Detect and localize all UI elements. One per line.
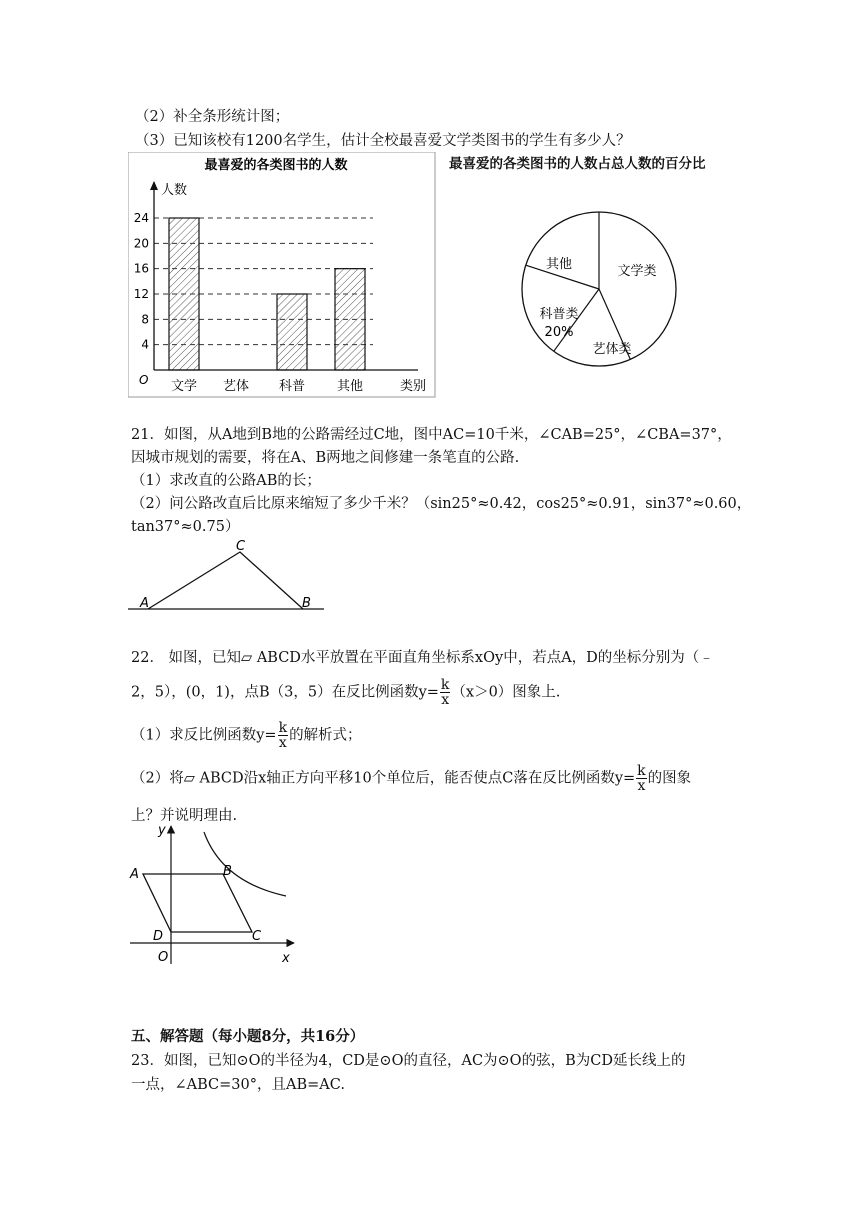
pie-chart [515,210,685,370]
q22-part1-a: （1）求反比例函数y= [131,727,277,744]
q22-part2c: 上？并说明理由. [131,808,238,824]
frac-denominator: x [637,778,646,794]
q22-part2-b: 的图象 [647,770,692,787]
q22-part1-b: 的解析式； [289,727,362,744]
q21-path-acb [148,552,303,609]
section5-title: 五、解答题（每小题8分，共16分） [131,1028,365,1045]
parallelogram-abcd [143,874,252,932]
bar-3 [335,269,365,370]
q21-line1: 21．如图，从A地到B地的公路需经过C地，图中AC=10千米，∠CAB=25°，∠CBA=37°， [131,427,732,443]
x-category-label: 其他 [336,379,364,394]
frac-numerator: k [440,677,450,693]
q21-part2b: tan37°≈0.75） [131,519,240,535]
q22-label-c: C [252,929,262,944]
q22-figure [126,822,306,970]
y-tick-label: 8 [141,312,149,327]
pie-slice-label: 其他 [545,257,573,272]
q22-part2 [131,764,691,793]
q23-line1: 23．如图，已知⊙O的半径为4，CD是⊙O的直径，AC为⊙O的弦，B为CD延长线上的 [131,1053,686,1069]
q21-part2: （2）问公路改直后比原来缩短了多少千米？（sin25°≈0.42，cos25°≈0.91，sin37°≈0.60， [131,496,752,512]
x-category-label: 科普 [278,379,306,394]
fraction-k-over-x [440,678,450,707]
y-tick-label: 24 [133,211,149,225]
q22-line2 [131,678,560,707]
bar-chart-title: 最喜爱的各类图书的人数 [204,158,348,173]
q22-label-d: D [153,929,164,944]
pie-slice-percent: 20% [544,325,574,340]
frac-denominator: x [441,692,450,708]
x-category-label: 文学 [170,379,198,394]
q21-label-c: C [236,539,246,554]
origin-label: O [139,373,149,387]
q22-part2-a: （2）将▱ ABCD沿x轴正方向平移10个单位后，能否使点C落在反比例函数y= [131,770,636,787]
pie-slice-label: 艺体类 [592,342,632,357]
q21-figure [128,538,328,616]
q23-line2: 一点，∠ABC=30°，且AB=AC. [131,1077,345,1093]
q21-line2: 因城市规划的需要，将在A、B两地之间修建一条笔直的公路. [131,450,520,466]
q22-label-x: x [282,951,290,966]
pie-slice-label: 科普类 [539,307,579,322]
q20-part2: （2）补全条形统计图； [135,109,290,125]
q22-label-y: y [158,823,166,838]
y-tick-label: 4 [141,337,149,352]
x-category-label: 艺体 [222,379,250,394]
frac-numerator: k [278,720,288,736]
q22-line1: 22． 如图，已知▱ ABCD水平放置在平面直角坐标系xOy中，若点A，D的坐标分别为（﹣ [131,650,714,666]
q21-label-a: A [140,596,149,611]
q21-label-b: B [302,596,311,611]
q22-label-o: O [158,950,169,965]
y-axis-label: 人数 [161,183,188,198]
hyperbola-curve [204,832,286,896]
x-axis-label: 类别 [400,379,427,394]
q22-part1 [131,721,362,750]
fraction-k-over-x [278,721,288,750]
y-tick-label: 16 [133,261,149,276]
bar-chart [128,152,436,398]
y-axis-arrow [150,181,158,190]
q22-line2-b: （x＞0）图象上. [451,684,561,701]
bar-2 [277,294,307,370]
q20-part3: （3）已知该校有1200名学生，估计全校最喜爱文学类图书的学生有多少人？ [135,133,631,149]
q22-line2-a: 2，5），(0，1)，点B（3，5）在反比例函数y= [131,684,439,701]
y-tick-label: 12 [133,287,149,301]
frac-denominator: x [278,735,287,751]
q22-label-b: B [223,864,232,879]
frac-numerator: k [637,763,646,779]
q22-label-a: A [130,867,139,882]
pie-chart-title: 最喜爱的各类图书的人数占总人数的百分比 [449,156,706,172]
q21-part1: （1）求改直的公路AB的长； [131,473,321,489]
fraction-k-over-x [636,764,646,793]
pie-slice-label: 文学类 [617,264,657,279]
bar-0 [169,218,199,370]
y-tick-label: 20 [133,236,149,251]
